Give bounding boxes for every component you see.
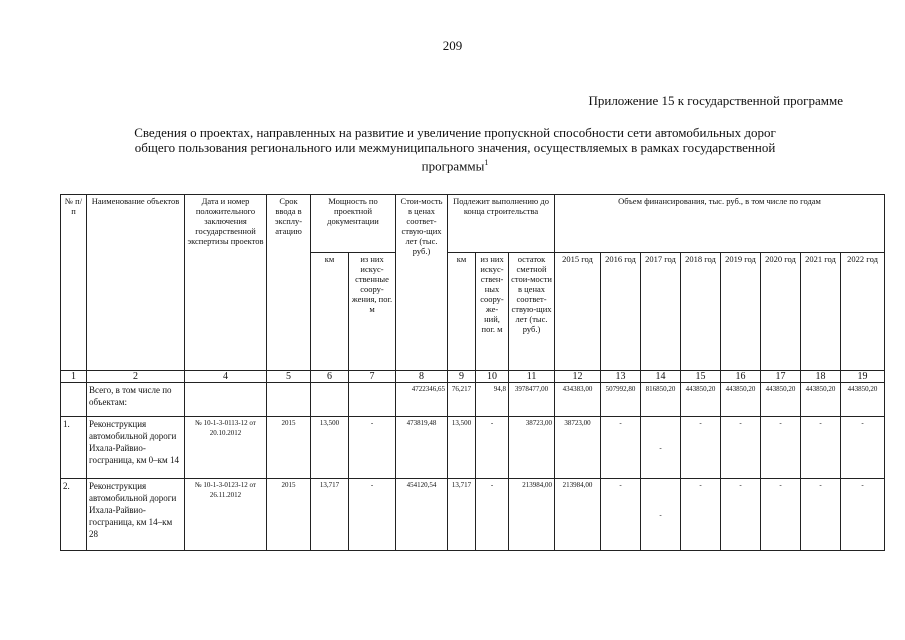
total-year-value: 443850,20	[801, 383, 841, 417]
row-cost: 473819,48	[396, 417, 448, 479]
column-number: 10	[476, 371, 509, 383]
title-footnote: 1	[484, 158, 489, 167]
header-to-build: Подлежит выполнению до конца строительства	[448, 195, 555, 253]
row-term: 2015	[267, 417, 311, 479]
column-number: 15	[681, 371, 721, 383]
header-to-build-rest: остаток сметной стои-мости в ценах соответ-ствую-щих лет (тыс. руб.)	[509, 253, 555, 371]
header-year: 2020 год	[761, 253, 801, 371]
row-km: 13,717	[448, 479, 476, 551]
total-rest: 3978477,00	[509, 383, 555, 417]
row-year-value: -	[721, 479, 761, 551]
total-capacity-art	[349, 383, 396, 417]
row-year-value: -	[801, 417, 841, 479]
row-term: 2015	[267, 479, 311, 551]
total-km: 76,217	[448, 383, 476, 417]
header-year: 2016 год	[601, 253, 641, 371]
row-year-value: 38723,00	[555, 417, 601, 479]
header-year: 2018 год	[681, 253, 721, 371]
header-num: № п/п	[61, 195, 87, 371]
header-year: 2015 год	[555, 253, 601, 371]
row-year-value: -	[801, 479, 841, 551]
total-capacity-km	[311, 383, 349, 417]
header-year: 2021 год	[801, 253, 841, 371]
header-year: 2022 год	[841, 253, 885, 371]
row-year-value: -	[681, 417, 721, 479]
title-line: общего пользования регионального или межмуниципального значения, осуществляемых в рамках государственной	[134, 140, 776, 155]
header-name: Наименование объектов	[87, 195, 185, 371]
column-number: 13	[601, 371, 641, 383]
title-line: Сведения о проектах, направленных на развитие и увеличение пропускной способности сети автомобильных дорог	[134, 125, 776, 140]
header-cost: Стои-мость в ценах соответ-ствую-щих лет (тыс. руб.)	[396, 195, 448, 371]
row-year-value: -	[601, 417, 641, 479]
row-name: Реконструкция автомобильной дороги Ихала-Райвио-госграница, км 0–км 14	[87, 417, 185, 479]
document-title	[60, 125, 850, 173]
row-num: 1.	[61, 417, 87, 479]
row-name: Реконструкция автомобильной дороги Ихала-Райвио-госграница, км 14–км 28	[87, 479, 185, 551]
row-expertise: № 10-1-3-0113-12 от 20.10.2012	[185, 417, 267, 479]
row-year-value: -	[761, 417, 801, 479]
row-year-value: -	[641, 417, 681, 479]
row-year-value: -	[841, 479, 885, 551]
header-term: Срок ввода в эксплу-атацию	[267, 195, 311, 371]
row-rest: 38723,00	[509, 417, 555, 479]
row-km: 13,500	[448, 417, 476, 479]
column-number: 1	[61, 371, 87, 383]
row-capacity-art: -	[349, 417, 396, 479]
column-number: 11	[509, 371, 555, 383]
total-cost: 4722346,65	[396, 383, 448, 417]
total-term	[267, 383, 311, 417]
total-year-value: 443850,20	[721, 383, 761, 417]
column-number: 14	[641, 371, 681, 383]
total-year-value: 507992,80	[601, 383, 641, 417]
row-art: -	[476, 479, 509, 551]
header-to-build-km: км	[448, 253, 476, 371]
header-financing: Объем финансирования, тыс. руб., в том числе по годам	[555, 195, 885, 253]
row-art: -	[476, 417, 509, 479]
page-number: 209	[442, 38, 463, 53]
column-number: 4	[185, 371, 267, 383]
column-number-row	[61, 371, 885, 383]
header-to-build-art: из них искус-ствен-ных соору-же-ний, пог. м	[476, 253, 509, 371]
total-num	[61, 383, 87, 417]
column-number: 18	[801, 371, 841, 383]
column-number: 19	[841, 371, 885, 383]
header-capacity-art: из них искус-ственные соору-жения, пог. м	[349, 253, 396, 371]
row-capacity-art: -	[349, 479, 396, 551]
total-row	[61, 383, 885, 417]
row-capacity-km: 13,500	[311, 417, 349, 479]
title-line-text: программы	[421, 158, 485, 174]
header-year: 2019 год	[721, 253, 761, 371]
table-row	[61, 417, 885, 479]
row-year-value: -	[761, 479, 801, 551]
row-year-value: -	[601, 479, 641, 551]
column-number: 8	[396, 371, 448, 383]
column-number: 9	[448, 371, 476, 383]
header-year: 2017 год	[641, 253, 681, 371]
total-year-value: 443850,20	[681, 383, 721, 417]
total-year-value: 443850,20	[841, 383, 885, 417]
column-number: 2	[87, 371, 185, 383]
total-year-value: 443850,20	[761, 383, 801, 417]
row-cost: 454120,54	[396, 479, 448, 551]
row-expertise: № 10-1-3-0123-12 от 26.11.2012	[185, 479, 267, 551]
total-year-value: 434383,00	[555, 383, 601, 417]
column-number: 17	[761, 371, 801, 383]
row-year-value: -	[641, 479, 681, 551]
total-art: 94,8	[476, 383, 509, 417]
row-year-value: -	[721, 417, 761, 479]
column-number: 5	[267, 371, 311, 383]
row-year-value: -	[841, 417, 885, 479]
row-year-value: 213984,00	[555, 479, 601, 551]
total-year-value: 816850,20	[641, 383, 681, 417]
row-rest: 213984,00	[509, 479, 555, 551]
header-capacity-km: км	[311, 253, 349, 371]
header-expertise: Дата и номер положительного заключения государственной экспертизы проектов	[185, 195, 267, 371]
row-capacity-km: 13,717	[311, 479, 349, 551]
column-number: 7	[349, 371, 396, 383]
column-number: 16	[721, 371, 761, 383]
appendix-label: Приложение 15 к государственной программе	[588, 93, 843, 108]
column-number: 12	[555, 371, 601, 383]
row-year-value: -	[681, 479, 721, 551]
projects-table	[60, 194, 885, 551]
total-label: Всего, в том числе по объектам:	[87, 383, 185, 417]
total-expertise	[185, 383, 267, 417]
row-num: 2.	[61, 479, 87, 551]
title-line	[60, 155, 850, 173]
header-capacity: Мощность по проектной документации	[311, 195, 396, 253]
column-number: 6	[311, 371, 349, 383]
table-row	[61, 479, 885, 551]
